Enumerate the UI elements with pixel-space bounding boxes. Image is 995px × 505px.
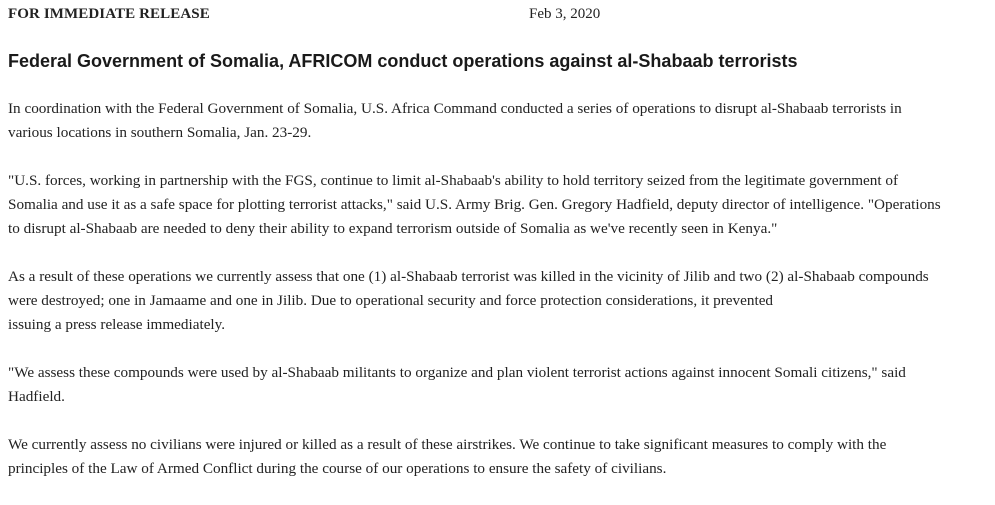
- paragraph-5: [8, 433, 992, 481]
- paragraph-line: "We assess these compounds were used by al-Shabaab militants to organize and plan violent terrorist actions against innocent Somali citizens," said: [8, 364, 906, 381]
- paragraph-1: [8, 97, 992, 145]
- headline: Federal Government of Somalia, AFRICOM conduct operations against al-Shabaab terrorists: [8, 51, 798, 71]
- paragraph-line: principles of the Law of Armed Conflict during the course of our operations to ensure the safety of civilians.: [8, 460, 667, 477]
- paragraph-line: We currently assess no civilians were injured or killed as a result of these airstrikes. We continue to take significant measures to comply with the: [8, 436, 887, 453]
- paragraph-line: Hadfield.: [8, 388, 65, 405]
- paragraph-line: In coordination with the Federal Government of Somalia, U.S. Africa Command conducted a series of operations to disrupt al-Shabaab terrorists in: [8, 100, 902, 117]
- paragraph-line: various locations in southern Somalia, Jan. 23-29.: [8, 124, 312, 141]
- paragraph-line: Somalia and use it as a safe space for plotting terrorist attacks," said U.S. Army Brig. Gen. Gregory Hadfield, deputy director of intelligence. "Operations: [8, 196, 941, 213]
- release-date: Feb 3, 2020: [529, 6, 601, 22]
- paragraph-line: were destroyed; one in Jamaame and one in Jilib. Due to operational security and force protection considerations, it prevented: [8, 292, 774, 309]
- article-body: [8, 97, 992, 505]
- release-header: [8, 6, 988, 26]
- release-label: FOR IMMEDIATE RELEASE: [8, 6, 210, 22]
- paragraph-line: issuing a press release immediately.: [8, 316, 226, 333]
- paragraph-4: [8, 361, 992, 409]
- paragraph-line: to disrupt al-Shabaab are needed to deny their ability to expand terrorism outside of Somalia as we've recently seen in Kenya.": [8, 220, 778, 237]
- paragraph-line: As a result of these operations we currently assess that one (1) al-Shabaab terrorist was killed in the vicinity of Jilib and two (2) al-Shabaab compounds: [8, 268, 929, 285]
- paragraph-2: [8, 169, 992, 241]
- paragraph-line: "U.S. forces, working in partnership with the FGS, continue to limit al-Shabaab's ability to hold territory seized from the legitimate government of: [8, 172, 899, 189]
- paragraph-3: [8, 265, 992, 337]
